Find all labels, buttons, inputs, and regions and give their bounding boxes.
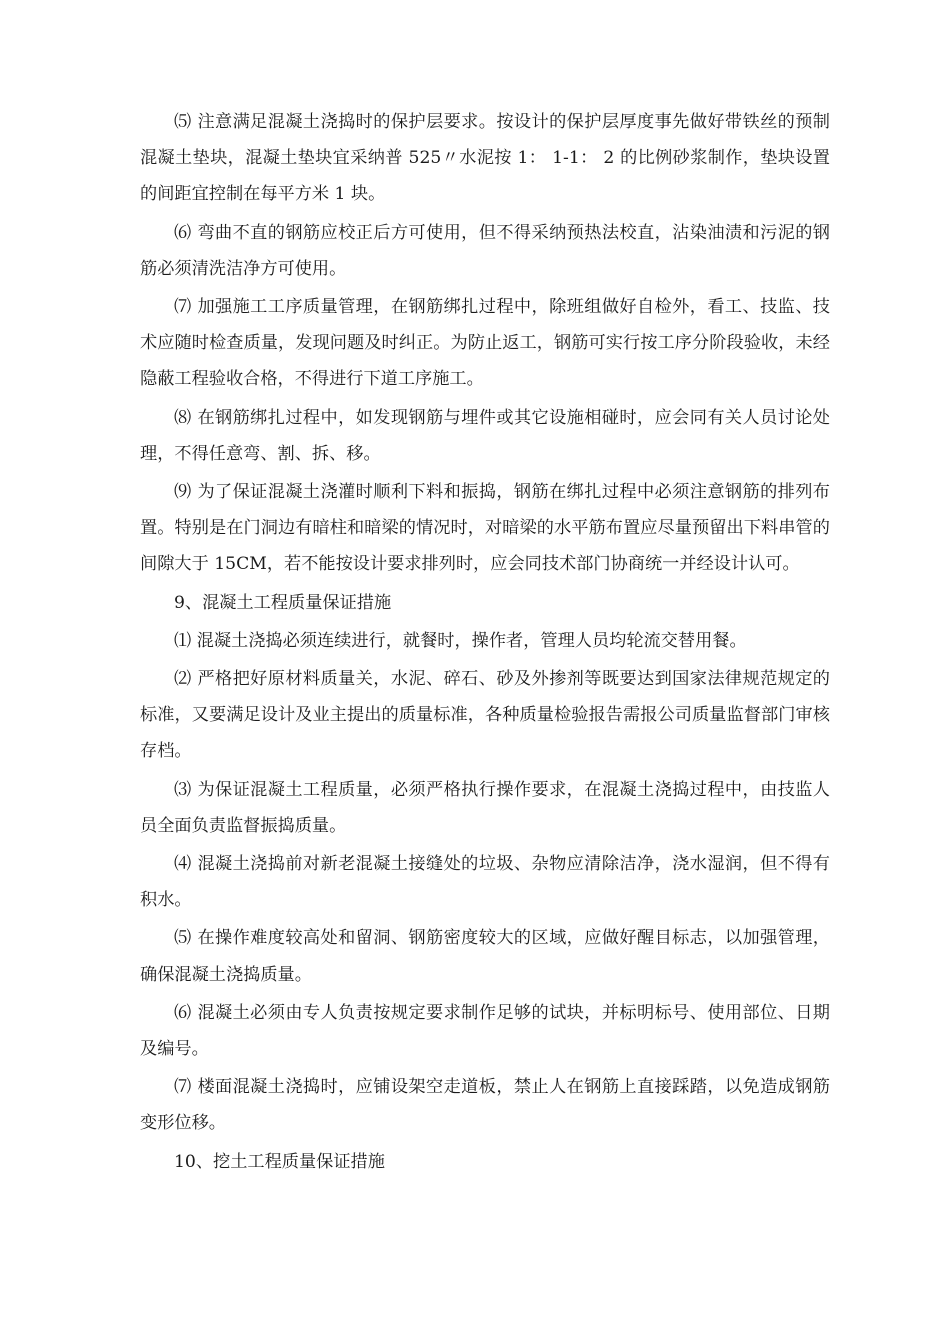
- paragraph-concrete-5: ⑸ 在操作难度较高处和留洞、钢筋密度较大的区域，应做好醒目标志，以加强管理，确保混凝土浇捣质量。: [140, 928, 830, 985]
- section-heading-concrete: 9、混凝土工程质量保证措施: [174, 592, 392, 613]
- section-heading-excavation: 10、挖土工程质量保证措施: [174, 1151, 385, 1172]
- document-body: [140, 104, 830, 1182]
- paragraph-rebar-7: ⑺ 加强施工工序质量管理，在钢筋绑扎过程中，除班组做好自检外，看工、技监、技术应随时检查质量，发现问题及时纠正。为防止返工，钢筋可实行按工序分阶段验收，未经隐蔽工程验收合格，不得进行下道工序施工。: [140, 297, 830, 390]
- paragraph-rebar-9: ⑼ 为了保证混凝土浇灌时顺利下料和振捣，钢筋在绑扎过程中必须注意钢筋的排列布置。特别是在门洞边有暗柱和暗梁的情况时，对暗梁的水平筋布置应尽量预留出下料串管的间隙大于 15CM，若不能按设计要求排列时，应会同技术部门协商统一并经设计认可。: [140, 482, 830, 575]
- paragraph-concrete-4: ⑷ 混凝土浇捣前对新老混凝土接缝处的垃圾、杂物应清除洁净，浇水湿润，但不得有积水。: [140, 854, 830, 911]
- paragraph-concrete-7: ⑺ 楼面混凝土浇捣时，应铺设架空走道板，禁止人在钢筋上直接踩踏，以免造成钢筋变形位移。: [140, 1077, 830, 1134]
- paragraph-rebar-6: ⑹ 弯曲不直的钢筋应校正后方可使用，但不得采纳预热法校直，沾染油渍和污泥的钢筋必须清洗洁净方可使用。: [140, 222, 830, 279]
- paragraph-rebar-5: ⑸ 注意满足混凝土浇捣时的保护层要求。按设计的保护层厚度事先做好带铁丝的预制混凝土垫块，混凝土垫块宜采纳普 525〃水泥按 1： 1-1： 2 的比例砂浆制作，垫块设置的间距宜控制在每平方米 1 块。: [140, 112, 830, 205]
- paragraph-concrete-1: ⑴ 混凝土浇捣必须连续进行，就餐时，操作者，管理人员均轮流交替用餐。: [174, 630, 747, 651]
- paragraph-concrete-6: ⑹ 混凝土必须由专人负责按规定要求制作足够的试块，并标明标号、使用部位、日期及编号。: [140, 1002, 830, 1060]
- paragraph-rebar-8: ⑻ 在钢筋绑扎过程中，如发现钢筋与埋件或其它设施相碰时，应会同有关人员讨论处理，不得任意弯、割、拆、移。: [140, 407, 830, 464]
- paragraph-concrete-2: ⑵ 严格把好原材料质量关，水泥、碎石、砂及外掺剂等既要达到国家法律规范规定的标准，又要满足设计及业主提出的质量标准，各种质量检验报告需报公司质量监督部门审核存档。: [140, 669, 830, 762]
- paragraph-concrete-3: ⑶ 为保证混凝土工程质量，必须严格执行操作要求，在混凝土浇捣过程中，由技监人员全面负责监督振捣质量。: [140, 779, 830, 836]
